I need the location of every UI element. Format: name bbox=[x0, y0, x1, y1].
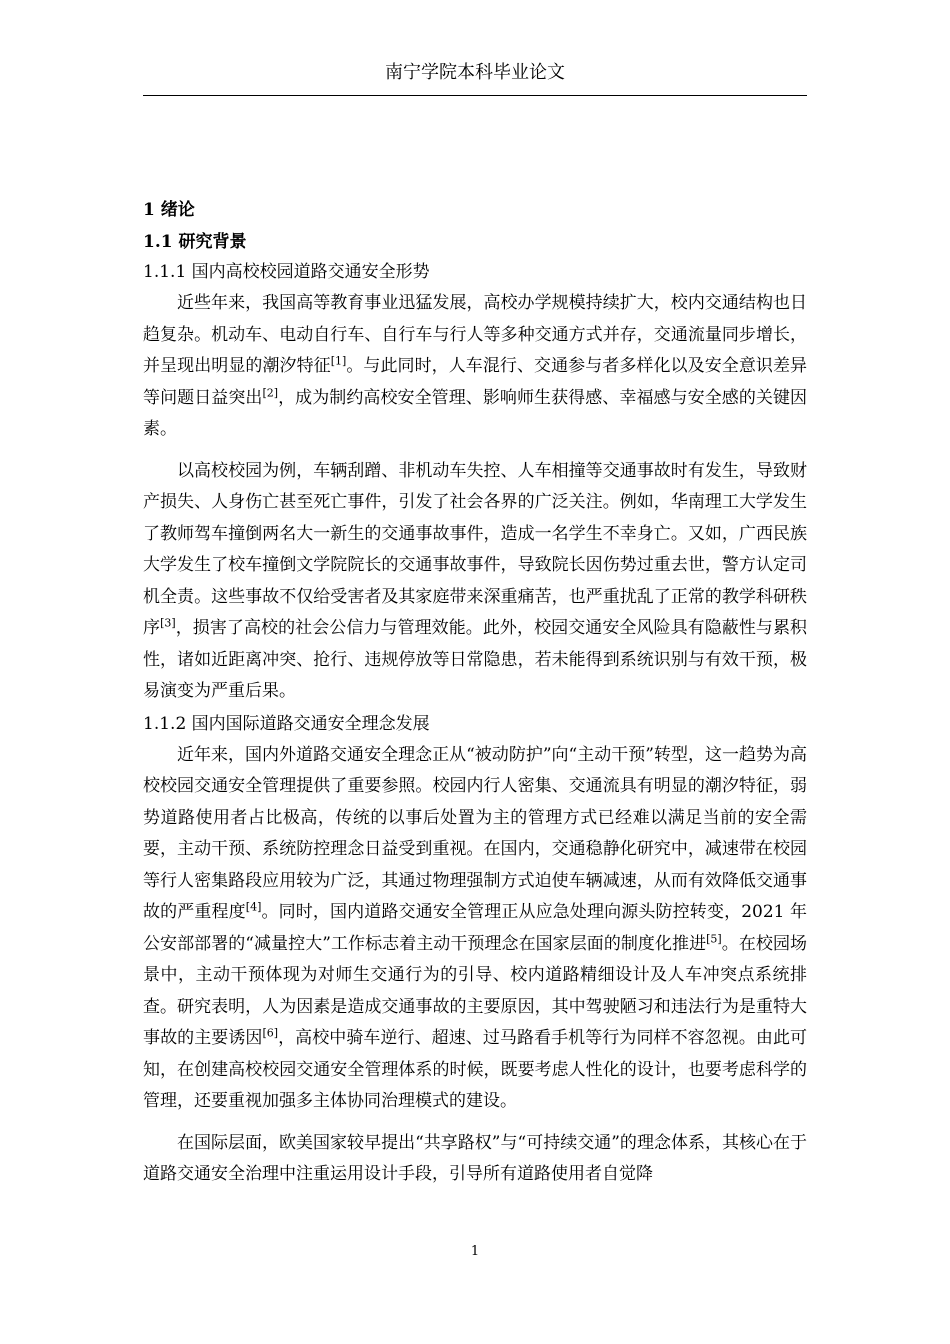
paragraph-3: 近年来，国内外道路交通安全理念正从“被动防护”向“主动干预”转型，这一趋势为高校校园交通安全管理提供了重要参照。校园内行人密集、交通流具有明显的潮汐特征，弱势道路使用者占比极高，传统的以事后处置为主的管理方式已经难以满足当前的安全需要，主动干预、系统防控理念日益受到重视。在国内，交通稳静化研究中，减速带在校园等行人密集路段应用较为广泛，其通过物理强制方式迫使车辆减速，从而有效降低交通事故的严重程度[4]。同时，国内道路交通安全管理正从应急处理向源头防控转变，2021 年公安部部署的“减量控大”工作标志着主动干预理念在国家层面的制度化推进[5]。在校园场景中，主动干预体现为对师生交通行为的引导、校内道路精细设计及人车冲突点系统排查。研究表明，人为因素是造成交通事故的主要原因，其中驾驶陋习和违法行为是重特大事故的主要诱因[6]，高校中骑车逆行、超速、过马路看手机等行为同样不容忽视。由此可知，在创建高校校园交通安全管理体系的时候，既要考虑人性化的设计，也要考虑科学的管理，还要重视加强多主体协同治理模式的建设。 bbox=[143, 744, 808, 1111]
body-content bbox=[143, 196, 807, 1191]
page-number: 1 bbox=[470, 1244, 480, 1259]
running-header: 南宁学院本科毕业论文 bbox=[385, 62, 565, 83]
paragraph-4: 在国际层面，欧美国家较早提出“共享路权”与“可持续交通”的理念体系，其核心在于道路交通安全治理中注重运用设计手段，引导所有道路使用者自觉降 bbox=[143, 1132, 807, 1184]
section-heading: 1.1 研究背景 bbox=[143, 232, 247, 252]
paragraph-2: 以高校校园为例，车辆刮蹭、非机动车失控、人车相撞等交通事故时有发生，导致财产损失、人身伤亡甚至死亡事件，引发了社会各界的广泛关注。例如，华南理工大学发生了教师驾车撞倒两名大一新生的交通事故事件，造成一名学生不幸身亡。又如，广西民族大学发生了校车撞倒文学院院长的交通事故事件，导致院长因伤势过重去世，警方认定司机全责。这些事故不仅给受害者及其家庭带来深重痛苦，也严重扰乱了正常的教学科研秩序[3]，损害了高校的社会公信力与管理效能。此外，校园交通安全风险具有隐蔽性与累积性，诸如近距离冲突、抢行、违规停放等日常隐患，若未能得到系统识别与有效干预，极易演变为严重后果。 bbox=[143, 460, 808, 701]
paragraph-1: 近些年来，我国高等教育事业迅猛发展，高校办学规模持续扩大，校内交通结构也日趋复杂。机动车、电动自行车、自行车与行人等多种交通方式并存，交通流量同步增长，并呈现出明显的潮汐特征[1]。与此同时，人车混行、交通参与者多样化以及安全意识差异等问题日益突出[2]，成为制约高校安全管理、影响师生获得感、幸福感与安全感的关键因素。 bbox=[143, 293, 808, 439]
chapter-heading: 1 绪论 bbox=[143, 200, 195, 220]
subsection-heading-2: 1.1.2 国内国际道路交通安全理念发展 bbox=[143, 713, 430, 734]
subsection-heading-1: 1.1.1 国内高校校园道路交通安全形势 bbox=[143, 262, 430, 282]
header-rule bbox=[143, 95, 807, 96]
